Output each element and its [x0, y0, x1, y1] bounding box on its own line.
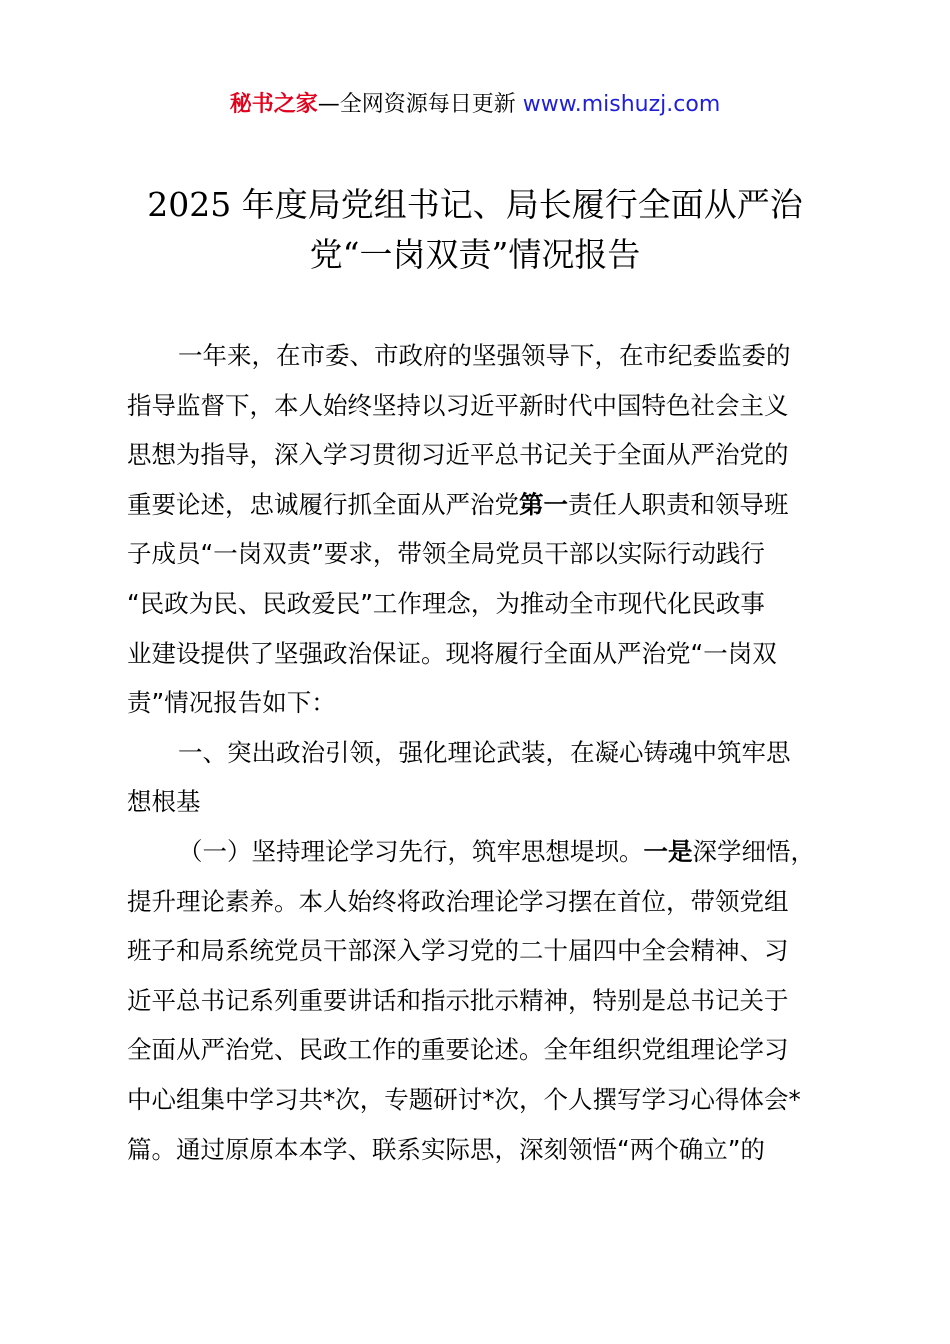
intro-line-2: 指导监督下，本人始终坚持以习近平新时代中国特色社会主义	[127, 390, 789, 420]
intro-line-6: “民政为民、民政爱民”工作理念，为推动全市现代化民政事	[127, 588, 765, 618]
intro-line-7: 业建设提供了坚强政治保证。现将履行全面从严治党“一岗双	[127, 638, 777, 668]
site-url-link[interactable]: www.mishuzj.com	[522, 92, 721, 117]
header-separator: —	[317, 92, 340, 117]
section1-heading-line-1: 一、突出政治引领，强化理论武装，在凝心铸魂中筑牢思	[178, 737, 791, 767]
sub1-line-5: 全面从严治党、民政工作的重要论述。全年组织党组理论学习	[127, 1035, 789, 1065]
title-line-1: 2025 年度局党组书记、局长履行全面从严治	[147, 185, 803, 224]
section1-heading-line-2: 想根基	[127, 787, 201, 817]
document-body	[127, 331, 833, 1174]
intro-line-1: 一年来，在市委、市政府的坚强领导下，在市纪委监委的	[178, 341, 791, 370]
sub1-line-1	[127, 827, 833, 877]
sub1-bold-marker: 一是	[643, 836, 693, 866]
sub1-heading: （一）坚持理论学习先行，筑牢思想堤坝。	[178, 836, 644, 866]
intro-line-5: 子成员“一岗双责”要求，带领全局党员干部以实际行动践行	[127, 539, 765, 569]
header-tagline: 全网资源每日更新	[339, 92, 516, 117]
sub1-line-2: 提升理论素养。本人始终将政治理论学习摆在首位，带领党组	[127, 886, 789, 916]
document-title	[120, 180, 830, 280]
site-brand: 秘书之家	[229, 92, 318, 117]
sub1-line-3: 班子和局系统党员干部深入学习党的二十届四中全会精神、习	[127, 936, 789, 966]
sub1-line-7: 篇。通过原原本本学、联系实际思，深刻领悟“两个确立”的	[127, 1134, 765, 1164]
intro-line-8: 责”情况报告如下：	[127, 688, 336, 718]
sub1-line-4: 近平总书记系列重要讲话和指示批示精神，特别是总书记关于	[127, 985, 789, 1015]
intro-line-4-bold: 第一	[519, 489, 568, 519]
intro-line-4-part-c: 责任人职责和领导班	[568, 489, 789, 519]
sub1-line-1-rest: 深学细悟，	[692, 836, 815, 866]
site-header	[0, 88, 950, 122]
intro-line-3: 思想为指导，深入学习贯彻习近平总书记关于全面从严治党的	[127, 440, 789, 470]
sub1-line-6: 中心组集中学习共*次，专题研讨*次，个人撰写学习心得体会*	[127, 1084, 801, 1114]
intro-line-4	[127, 480, 833, 530]
intro-line-4-part-a: 重要论述，忠诚履行抓全面从严治党	[127, 489, 519, 519]
title-line-2: 党“一岗双责”情况报告	[309, 235, 641, 274]
